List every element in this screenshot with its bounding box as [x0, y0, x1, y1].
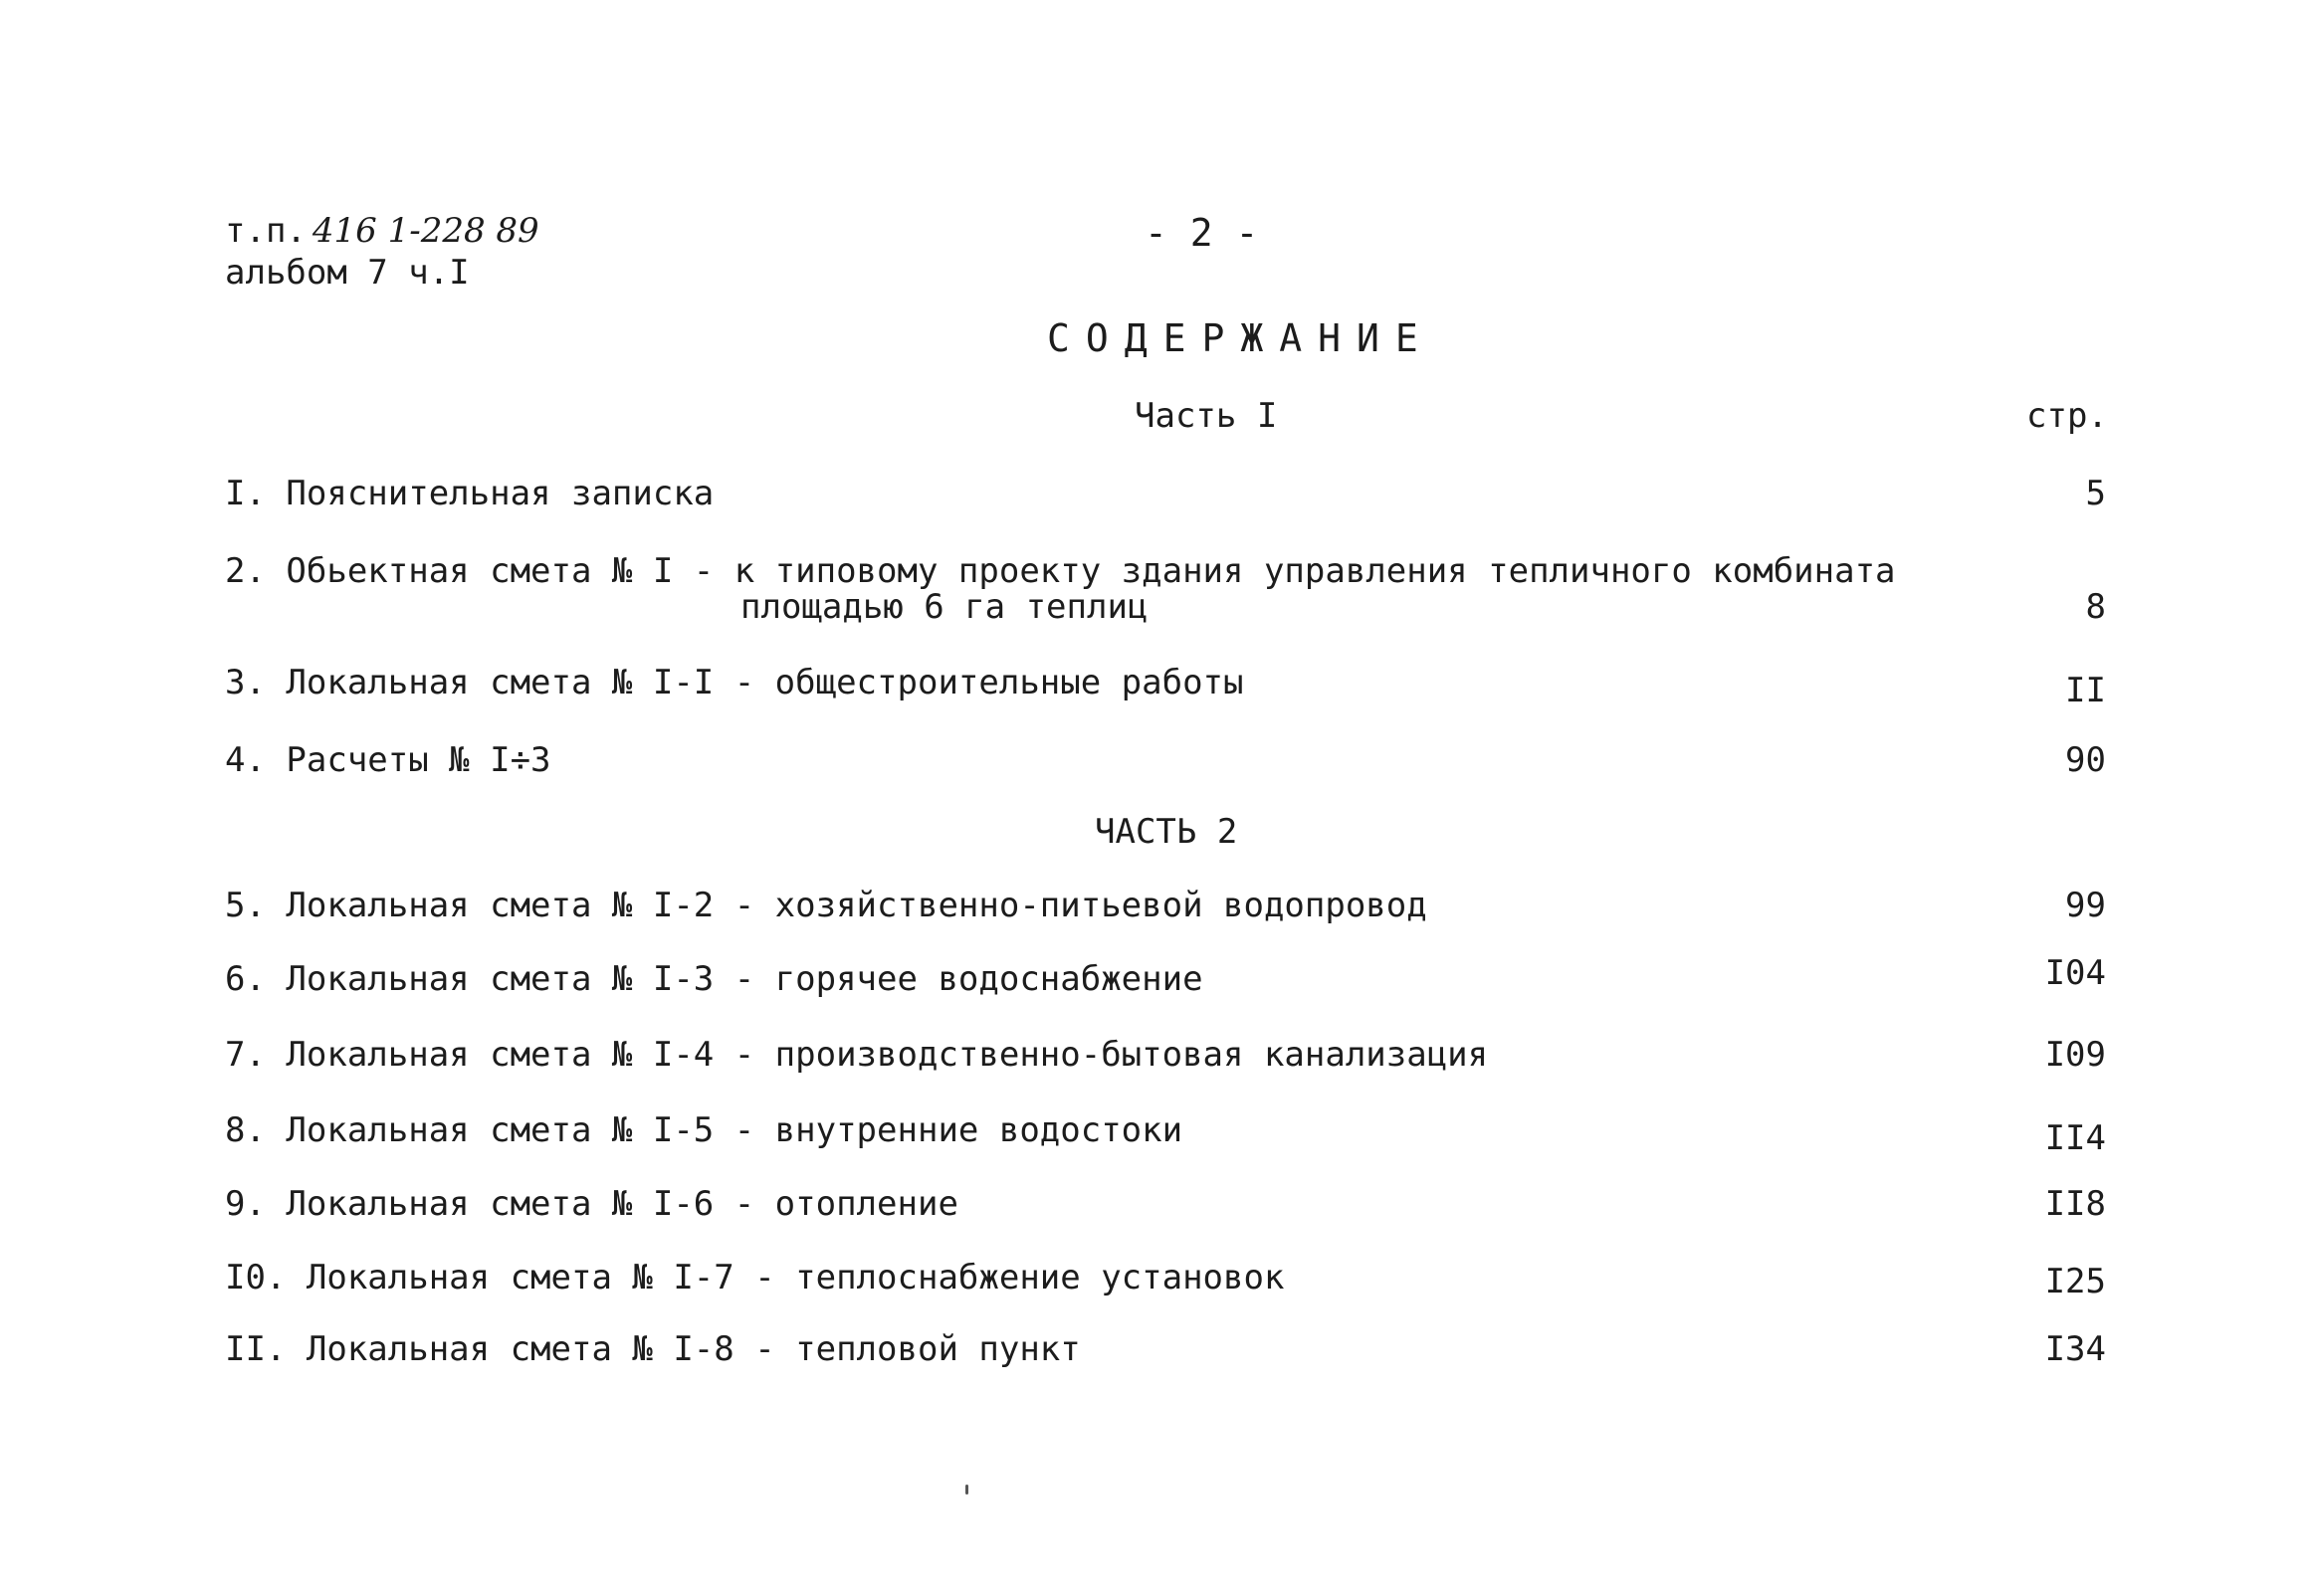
toc-entry-text: I0. Локальная смета № I-7 - теплоснабжение установок: [225, 1258, 1285, 1297]
project-prefix: т.п.: [225, 211, 307, 251]
toc-entry-page: II: [2065, 671, 2106, 710]
toc-entry-text: 5. Локальная смета № I-2 - хозяйственно-питьевой водопровод: [225, 886, 1427, 925]
pages-column-heading: стр.: [2026, 396, 2108, 436]
part-2-heading: ЧАСТЬ 2: [1095, 812, 1238, 852]
toc-entry-text: II. Локальная смета № I-8 - тепловой пункт: [225, 1329, 1081, 1369]
toc-entry-continuation: площадью 6 га теплиц: [740, 587, 1149, 627]
scan-mark: [965, 1485, 968, 1495]
toc-entry-text: 7. Локальная смета № I-4 - производственно-бытовая канализация: [225, 1035, 1489, 1075]
document-title: СОДЕРЖАНИЕ: [1047, 316, 1434, 360]
toc-entry-text: 2. Обьектная смета № I - к типовому проекту здания управления тепличного комбината: [225, 551, 1896, 591]
toc-entry-page: I34: [2044, 1329, 2106, 1369]
toc-entry-text: I. Пояснительная записка: [225, 474, 715, 513]
page-number: - 2 -: [1145, 211, 1259, 255]
toc-entry-page: I25: [2044, 1262, 2106, 1301]
toc-entry-page: 90: [2065, 740, 2106, 780]
toc-entry-text: 4. Расчеты № I÷3: [225, 740, 551, 780]
toc-entry-text: 8. Локальная смета № I-5 - внутренние водостоки: [225, 1110, 1183, 1150]
handwritten-project-number: 416 1-228 89: [312, 211, 539, 251]
toc-entry: [225, 551, 2106, 631]
toc-entry-text: 3. Локальная смета № I-I - общестроительные работы: [225, 663, 1244, 702]
part-1-heading: Часть I: [1135, 396, 1278, 436]
toc-entry-text: 6. Локальная смета № I-3 - горячее водоснабжение: [225, 959, 1203, 999]
toc-entry-page: 8: [2085, 587, 2106, 627]
toc-entry-text: 9. Локальная смета № I-6 - отопление: [225, 1184, 958, 1224]
toc-entry-page: I04: [2044, 953, 2106, 993]
album-label: альбом 7 ч.I: [225, 253, 470, 293]
toc-entry-page: II8: [2044, 1184, 2106, 1224]
toc-entry-page: 99: [2065, 886, 2106, 925]
toc-entry-page: 5: [2085, 474, 2106, 513]
project-code: [225, 211, 539, 251]
toc-entry-page: I09: [2044, 1035, 2106, 1075]
toc-entry-page: II4: [2044, 1118, 2106, 1158]
